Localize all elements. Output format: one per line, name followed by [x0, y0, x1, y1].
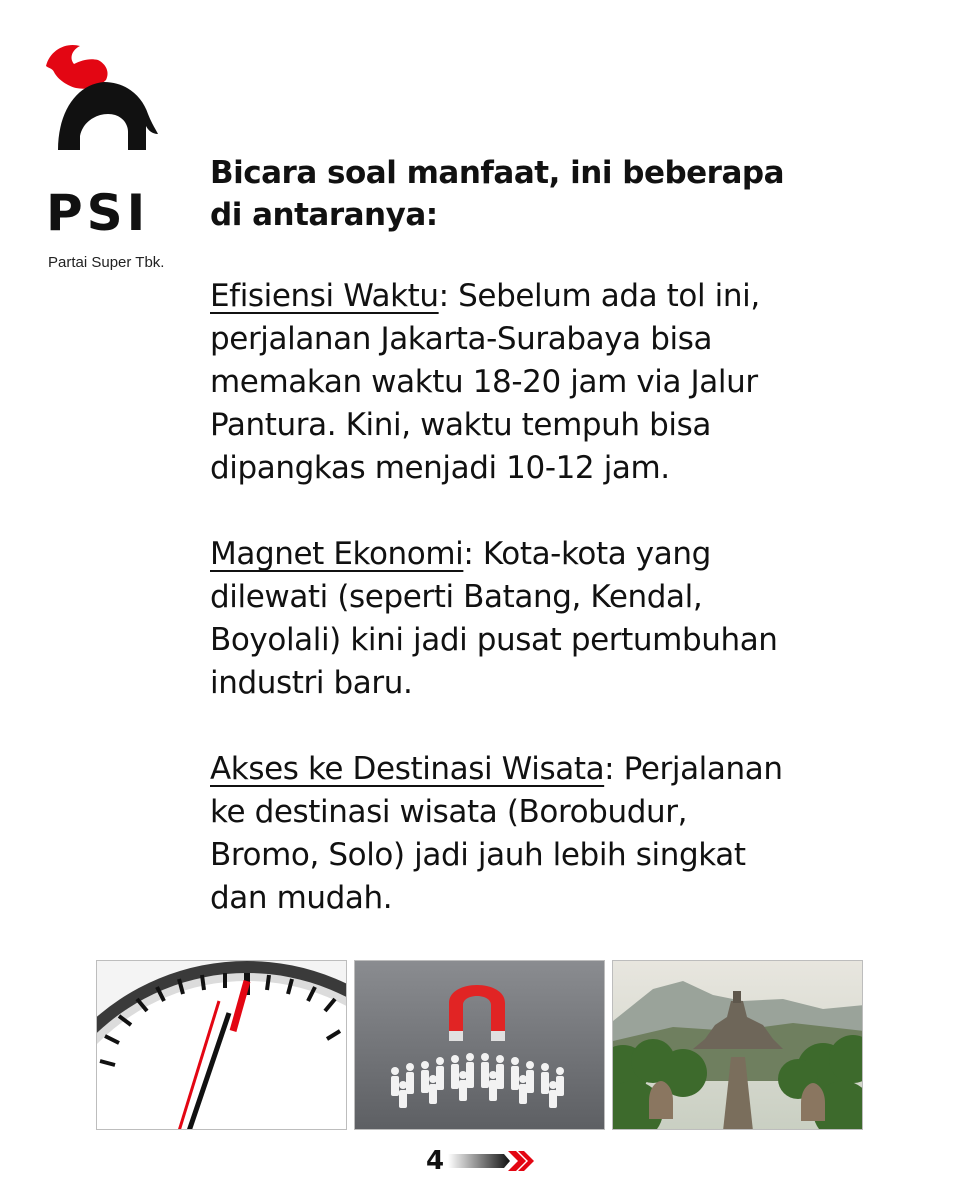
- benefit-term: Akses ke Destinasi Wisata: [210, 751, 605, 787]
- brand-letters: PSI: [46, 184, 150, 242]
- benefit-text: Bromo, Solo) jadi jauh lebih singkat: [210, 837, 746, 873]
- benefit-text: industri baru.: [210, 665, 413, 701]
- benefit-text: perjalanan Jakarta-Surabaya bisa: [210, 321, 713, 357]
- heading-line: di antaranya:: [210, 197, 438, 233]
- next-arrow-icon: [448, 1148, 534, 1174]
- benefit-akses-wisata: [210, 748, 910, 920]
- psi-logo: [36, 38, 186, 271]
- benefit-magnet-ekonomi: [210, 533, 910, 705]
- clock-photo: [96, 960, 347, 1130]
- benefit-text: : Kota-kota yang: [463, 536, 711, 572]
- benefit-efisiensi-waktu: [210, 275, 910, 490]
- benefit-text: : Perjalanan: [604, 751, 783, 787]
- photo-strip: [96, 960, 864, 1132]
- benefit-term: Magnet Ekonomi: [210, 536, 464, 572]
- page-heading: [210, 152, 910, 236]
- benefit-text: dan mudah.: [210, 880, 393, 916]
- benefit-text: Pantura. Kini, waktu tempuh bisa: [210, 407, 711, 443]
- benefit-text: dipangkas menjadi 10-12 jam.: [210, 450, 670, 486]
- magnet-crowd-photo: [354, 960, 605, 1130]
- benefit-text: memakan waktu 18-20 jam via Jalur: [210, 364, 758, 400]
- page-number: 4: [426, 1146, 445, 1176]
- benefit-text: dilewati (seperti Batang, Kendal,: [210, 579, 703, 615]
- benefit-text: Boyolali) kini jadi pusat pertumbuhan: [210, 622, 778, 658]
- brand-tagline: Partai Super Tbk.: [48, 254, 165, 271]
- benefit-text: : Sebelum ada tol ini,: [438, 278, 760, 314]
- benefit-term: Efisiensi Waktu: [210, 278, 439, 314]
- borobudur-temple-photo: [612, 960, 863, 1130]
- heading-line: Bicara soal manfaat, ini beberapa: [210, 155, 784, 191]
- elephant-icon: [36, 38, 166, 188]
- pager: [426, 1146, 546, 1176]
- main-content: [210, 152, 910, 963]
- benefit-text: ke destinasi wisata (Borobudur,: [210, 794, 688, 830]
